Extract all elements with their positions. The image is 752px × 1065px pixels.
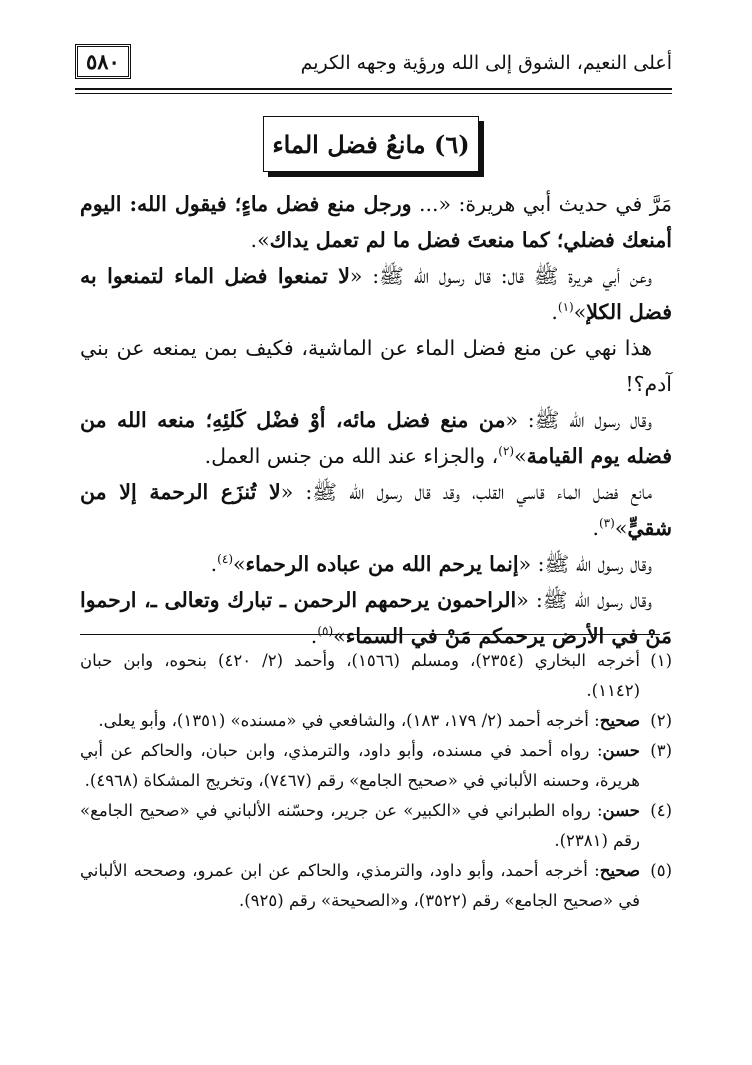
footnote-divider	[80, 634, 660, 635]
footnote-number: (٣)	[650, 741, 672, 760]
footnote-number: (٢)	[650, 711, 672, 730]
footnote-body: أخرجه البخاري (٢٣٥٤)، ومسلم (١٥٦٦)، وأحمد (٢/ ٤٢٠) بنحوه، وابن حبان (١١٤٢).	[80, 651, 640, 700]
paragraph	[80, 258, 672, 330]
text-run: .	[592, 516, 599, 540]
hadith-text: ورجل منع فضل ماءٍ؛ فيقول الله: اليوم أمنعك فضلي؛ كما منعتَ فضل ما لم تعمل يداك	[80, 192, 672, 252]
footnote-body: : أخرجه أحمد، وأبو داود، والترمذي، والحاكم عن ابن عمرو، وصححه الألباني في «صحيح الجامع» رقم (٣٥٢٢)، و«الصحيحة» رقم (٩٢٥).	[80, 861, 640, 910]
footnote-body: : رواه الطبراني في «الكبير» عن جرير، وحسّنه الألباني في «صحيح الجامع» رقم (٢٣٨١).	[80, 801, 640, 850]
footnote-grade: صحيح	[599, 861, 640, 880]
text-run: »	[333, 624, 346, 648]
footnote	[80, 796, 672, 856]
text-run: وقال رسول الله ﷺ: «	[516, 588, 652, 612]
hadith-text: الراحمون يرحمهم الرحمن ـ تبارك وتعالى ـ، ارحموا مَنْ في الأرض يرحمكم مَنْ في السماء	[80, 588, 672, 648]
text-run: هذا نهي عن منع فضل الماء عن الماشية، فكيف بمن يمنعه عن بني آدم؟!	[80, 336, 672, 396]
footnote	[80, 706, 672, 736]
text-run: »	[514, 444, 527, 468]
header-rule	[75, 93, 672, 94]
body-text	[80, 186, 672, 654]
footnote-ref[interactable]: (٢)	[498, 444, 515, 459]
text-run: مَرَّ في حديث أبي هريرة: «...	[411, 192, 672, 216]
text-run: وقال رسول الله ﷺ: «	[518, 552, 652, 576]
text-run: .	[210, 552, 218, 576]
footnote-number: (٥)	[650, 861, 672, 880]
footnote-text	[80, 796, 640, 856]
text-run: »	[573, 300, 587, 324]
paragraph	[80, 186, 672, 258]
page-number: ٥٨٠	[75, 44, 131, 79]
footnote	[80, 646, 672, 706]
footnote-text	[80, 646, 640, 706]
hadith-text: لا تمنعوا فضل الماء لتمنعوا به فضل الكلإ	[80, 264, 672, 324]
text-run: .	[551, 300, 558, 324]
footnote-ref[interactable]: (١)	[557, 300, 574, 315]
footnotes	[80, 646, 672, 916]
paragraph	[80, 582, 672, 654]
paragraph	[80, 402, 672, 474]
section-heading: (٦) مانعُ فضل الماء	[272, 129, 470, 159]
text-run: »	[233, 552, 246, 576]
paragraph	[80, 546, 672, 582]
text-run: ».	[250, 228, 270, 252]
text-run: »	[614, 516, 628, 540]
footnote-body: : رواه أحمد في مسنده، وأبو داود، والترمذي، وابن حبان، والحاكم عن أبي هريرة، وحسنه الألباني في «صحيح الجامع» رقم (٧٤٦٧)، وتخريج المشكاة (٤٩٦٨).	[80, 741, 640, 790]
footnote-ref[interactable]: (٤)	[217, 552, 233, 567]
footnote-text	[80, 736, 640, 796]
text-run: ، والجزاء عند الله من جنس العمل.	[204, 444, 499, 468]
paragraph	[80, 474, 672, 546]
footnote-ref[interactable]: (٥)	[317, 624, 334, 639]
hadith-text: لا تُنزَع الرحمة إلا من شقيٍّ	[80, 480, 672, 540]
footnote-grade: حسن	[602, 741, 640, 760]
footnote-number: (١)	[650, 651, 672, 670]
footnote-body: : أخرجه أحمد (٢/ ١٧٩، ١٨٣)، والشافعي في «مسنده» (١٣٥١)، وأبو يعلى.	[98, 711, 600, 730]
text-run: مانع فضل الماء قاسي القلب، وقد قال رسول الله ﷺ: «	[280, 480, 653, 504]
footnote-ref[interactable]: (٣)	[598, 516, 615, 531]
footnote	[80, 856, 672, 916]
book-title: أعلى النعيم، الشوق إلى الله ورؤية وجهه الكريم	[300, 52, 672, 74]
running-header	[75, 38, 672, 90]
footnote	[80, 736, 672, 796]
footnote-text	[80, 706, 640, 736]
footnote-text	[80, 856, 640, 916]
footnote-number: (٤)	[650, 801, 672, 820]
hadith-text: إنما يرحم الله من عباده الرحماء	[245, 552, 519, 576]
text-run: وقال رسول الله ﷺ: «	[505, 408, 653, 432]
paragraph	[80, 330, 672, 402]
section-heading-box	[263, 116, 479, 172]
text-run: وعن أبي هريرة ﷺ قال: قال رسول الله ﷺ: «	[349, 264, 652, 288]
text-run: .	[310, 624, 318, 648]
hadith-text: من منع فضل مائه، أوْ فضْل كَلئِهِ؛ منعه الله من فضله يوم القيامة	[80, 408, 672, 468]
footnote-grade: حسن	[602, 801, 640, 820]
footnote-grade: صحيح	[599, 711, 640, 730]
